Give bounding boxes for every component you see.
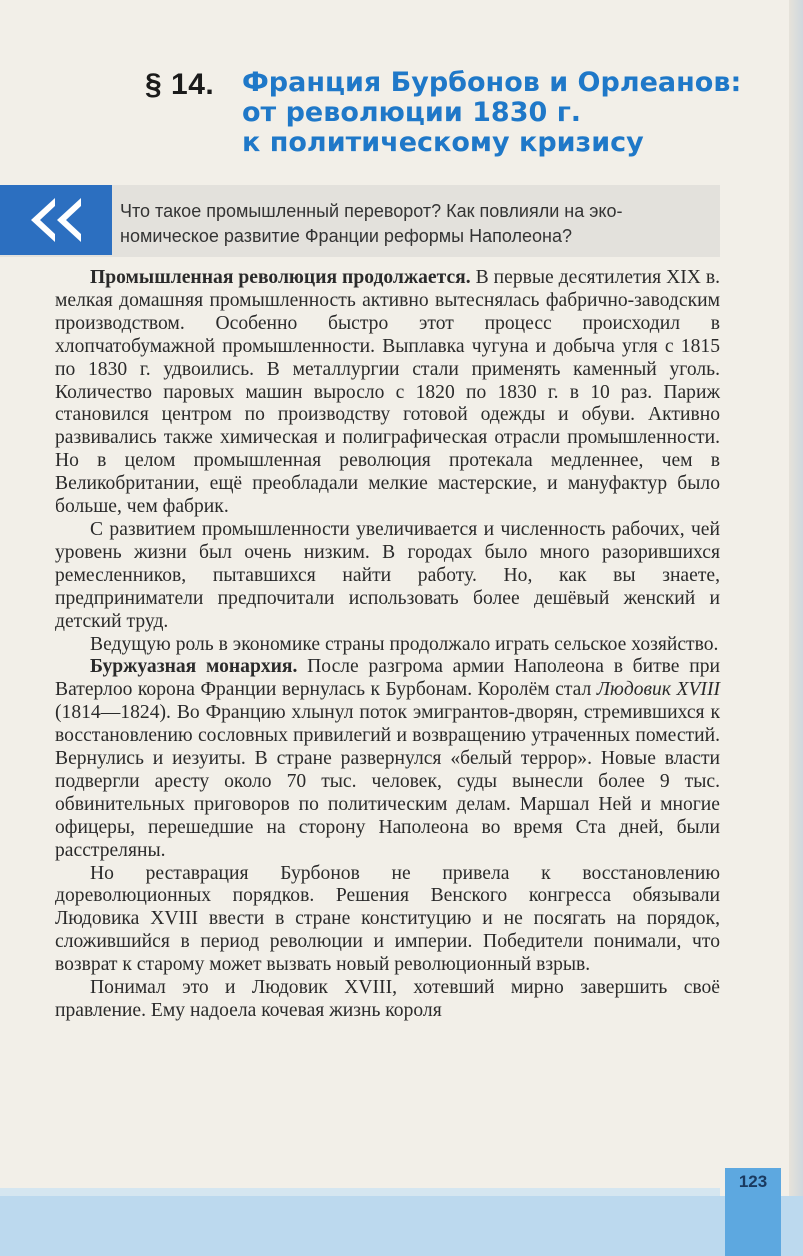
intro-question-line: номическое развитие Франции реформы Наполеона? [120,226,572,246]
paragraph [55,656,720,862]
section-number: § 14. [145,68,215,101]
section-title [242,68,742,158]
paragraph-text: После разгрома армии Наполеона в битве при Ватерлоо корона Франции вернулась к Бурбонам. Королём стал [55,656,720,701]
person-name: Людовик XVIII [596,679,720,701]
footer-strip [0,1188,720,1196]
section-title-line: от революции 1830 г. [242,97,582,128]
paragraph: Ведущую роль в экономике страны продолжало играть сельское хозяйство. [90,633,719,655]
paragraph-heading: Промышленная революция продолжается. [90,267,471,288]
footer-band [0,1196,803,1256]
paragraph-heading: Буржуазная монархия. [90,656,298,678]
paragraph: С развитием промышленности увеличивается и численность рабочих, чей уровень жизни был очень низким. В городах было много разорившихся ремесленников, пытавшихся найти работу. Но, как вы знаете, предприниматели предпочитали использовать более дешёвый женский и детский труд. [55,518,720,632]
page-number: 123 [738,1172,768,1191]
paragraph: Понимал это и Людовик XVIII, хотевший мирно завершить своё правление. Ему надоела кочевая жизнь короля [55,977,720,1021]
intro-questions [120,199,720,249]
paragraph-text: (1814—1824). Во Францию хлынул поток эмигрантов-дворян, стремившихся к восстановлению сословных привилегий и возвращению утраченных поместий. Вернулись и иезуиты. В стране развернулся «белый террор». Новые власти подвергли аресту около 70 тыс. человек, суды вынесли более 9 тыс. обвинительных приговоров по политическим делам. Маршал Ней и многие офицеры, перешедшие на сторону Наполеона во время Ста дней, были расстреляны. [55,702,720,861]
paragraph [55,267,720,519]
page-edge [789,0,803,1256]
intro-question-line: Что такое промышленный переворот? Как повлияли на эко- [120,201,623,221]
paragraph-text: В первые десятилетия XIX в. мелкая домашняя промышленность активно вытеснялась фабрично-заводским производством. Особенно быстро этот процесс происходил в хлопчатобумажной промышленности. Выплавка чугуна и добыча угля с 1815 по 1830 г. удвоились. В металлургии стали применять каменный уголь. Количество паровых машин выросло с 1820 по 1830 г. в 10 раз. Париж становился центром по производству готовой одежды и обуви. Активно развивались также химическая и полиграфическая отрасли промышленности. Но в целом промышленная революция протекала медленнее, чем в Великобритании, ещё преобладали мелкие мастерские, и мануфактур было больше, чем фабрик. [55,267,721,518]
page-number-tab [725,1168,781,1256]
body-text [55,267,720,1023]
section-title-line: Франция Бурбонов и Орлеанов: [242,67,742,98]
section-title-line: к политическому кризису [242,127,644,158]
double-chevron-left-icon [0,185,112,255]
paragraph: Но реставрация Бурбонов не привела к восстановлению дореволюционных порядков. Решения Венского конгресса обязывали Людовика XVIII ввести в стране конституцию и не посягать на порядок, сложившийся в период революции и империи. Победители понимали, что возврат к старому может вызвать новый революционный взрыв. [55,862,720,976]
